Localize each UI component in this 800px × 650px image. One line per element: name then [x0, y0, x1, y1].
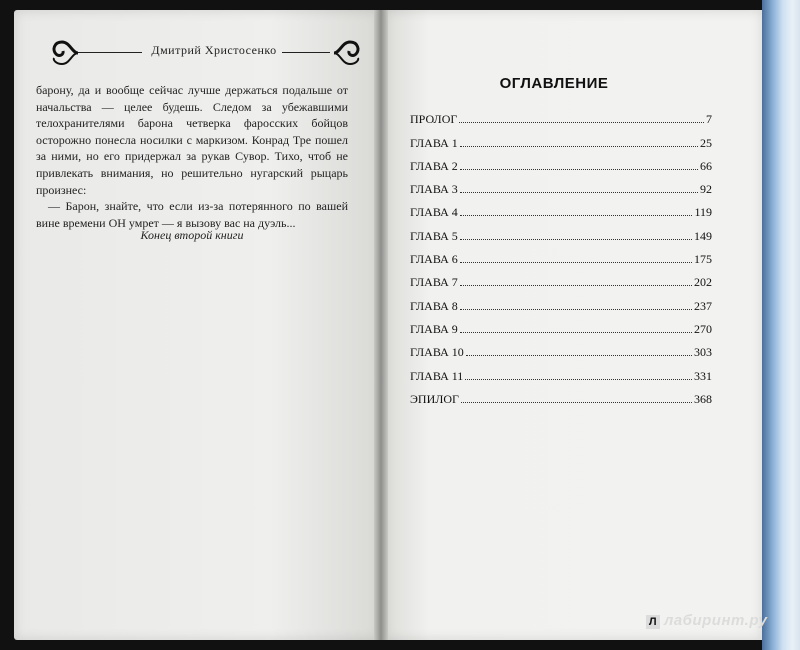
- end-of-book-note: Конец второй книги: [140, 228, 244, 242]
- toc-leader-dots: [459, 121, 704, 123]
- watermark-logo-icon: Л: [646, 615, 660, 629]
- toc-entry: [410, 384, 712, 407]
- toc-entry: [410, 244, 712, 267]
- toc-entry-page: 175: [694, 252, 712, 267]
- toc-leader-dots: [466, 354, 692, 356]
- running-header: [38, 38, 364, 68]
- watermark: [646, 612, 767, 629]
- toc-entry-label: ГЛАВА 8: [410, 298, 458, 313]
- toc-entry-label: ГЛАВА 3: [410, 182, 458, 197]
- book-cover-edge: [762, 0, 800, 650]
- toc-entry-page: 7: [706, 112, 712, 127]
- right-ornament-icon: [330, 38, 364, 68]
- toc-entry: [410, 220, 712, 243]
- toc-leader-dots: [460, 331, 692, 333]
- book-gutter: [374, 10, 388, 640]
- toc-entry-page: 303: [694, 345, 712, 360]
- watermark-text: лабиринт.ру: [664, 612, 768, 629]
- toc-entry-page: 331: [694, 368, 712, 383]
- toc-entry: [410, 104, 712, 127]
- toc-entry-label: ГЛАВА 2: [410, 158, 458, 173]
- toc-entry-label: ГЛАВА 9: [410, 321, 458, 336]
- toc-entry: [410, 197, 712, 220]
- toc-title: ОГЛАВЛЕНИЕ: [499, 75, 609, 92]
- toc-leader-dots: [461, 401, 692, 403]
- toc-entry-label: ПРОЛОГ: [410, 112, 458, 127]
- toc-leader-dots: [460, 214, 693, 216]
- toc-leader-dots: [460, 145, 698, 147]
- toc-entry: [410, 314, 712, 337]
- toc-entry: [410, 174, 712, 197]
- toc-entry: [410, 337, 712, 360]
- toc-leader-dots: [460, 284, 692, 286]
- toc-entry-label: ГЛАВА 6: [410, 252, 458, 267]
- header-rule-right: [282, 52, 330, 53]
- toc-entry-page: 270: [694, 321, 712, 336]
- toc-entry-page: 119: [694, 205, 712, 220]
- toc-entry-page: 92: [700, 182, 712, 197]
- toc-leader-dots: [460, 191, 698, 193]
- left-ornament-icon: [48, 38, 82, 68]
- toc-entry-page: 368: [694, 391, 712, 406]
- toc-entry-label: ЭПИЛОГ: [410, 391, 459, 406]
- toc-entry: [410, 290, 712, 313]
- toc-entry-label: ГЛАВА 5: [410, 228, 458, 243]
- toc-leader-dots: [465, 378, 692, 380]
- toc-leader-dots: [460, 168, 698, 170]
- running-head-author: Дмитрий Христосенко: [151, 43, 277, 57]
- toc-entry-label: ГЛАВА 1: [410, 135, 458, 150]
- toc-entry: [410, 360, 712, 383]
- toc-entry-page: 25: [700, 135, 712, 150]
- toc-entry-label: ГЛАВА 7: [410, 275, 458, 290]
- toc-entry: [410, 267, 712, 290]
- toc-entry-page: 237: [694, 298, 712, 313]
- toc-entry-page: 66: [700, 158, 712, 173]
- toc-leader-dots: [460, 261, 692, 263]
- toc-entry: [410, 127, 712, 150]
- body-paragraph-2: — Барон, знайте, что если из-за потерянного по вашей вине времени ОН умрет — я вызову вас на дуэль...: [36, 199, 348, 230]
- toc-entry-page: 202: [694, 275, 712, 290]
- body-paragraph-1: барону, да и вообще сейчас лучше держаться подальше от начальства — целее будешь. Следом за убежавшими телохранителями барона четверка фаросских бойцов осторожно понесла носилки с маркизом. Конрад Тре пошел за ними, но его придержал за рукав Сувор. Тихо, чтоб не привлекать внимания, но решительно нугарский рыцарь произнес:: [36, 83, 348, 197]
- toc-entry: [410, 151, 712, 174]
- toc-entry-label: ГЛАВА 4: [410, 205, 458, 220]
- toc-entry-label: ГЛАВА 11: [410, 368, 464, 383]
- table-of-contents: [410, 104, 712, 407]
- chapter-ending-text: [36, 82, 348, 231]
- toc-entry-page: 149: [694, 228, 712, 243]
- toc-entry-label: ГЛАВА 10: [410, 345, 464, 360]
- toc-leader-dots: [460, 308, 692, 310]
- header-rule-left: [78, 52, 142, 53]
- toc-leader-dots: [460, 238, 692, 240]
